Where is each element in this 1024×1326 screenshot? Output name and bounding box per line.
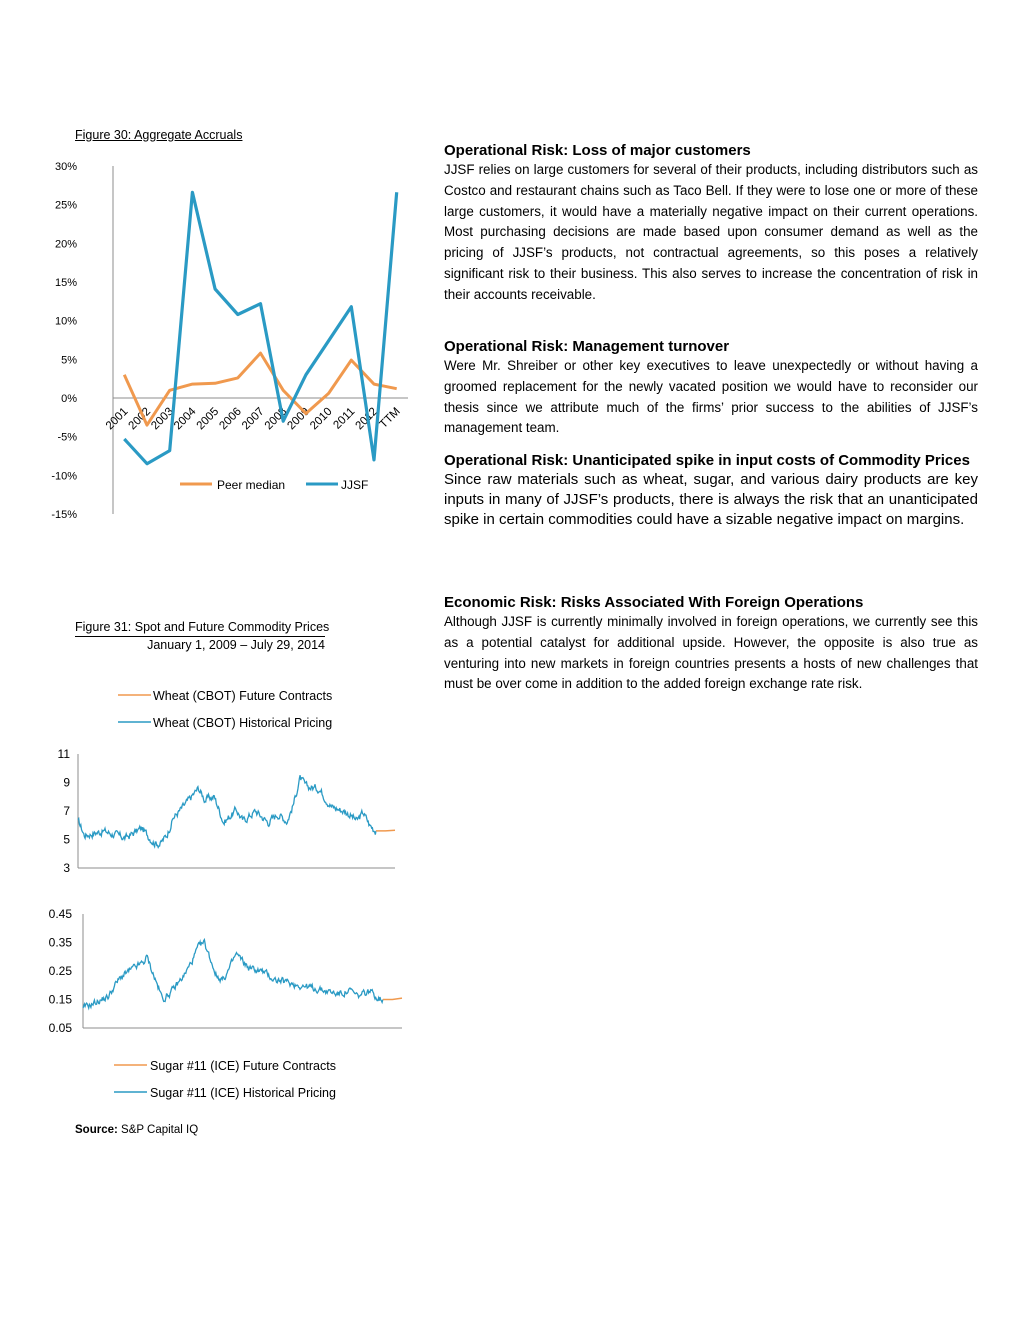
y-tick-label: 30% [54, 161, 77, 173]
x-tick-label: 2011 [331, 405, 358, 432]
sugar-historical-line [83, 940, 383, 1008]
wheat-y-tick-label: 9 [63, 775, 70, 790]
x-tick-label: 2012 [353, 405, 381, 433]
section-management-turnover [444, 338, 978, 439]
wheat-legend [118, 689, 332, 730]
legend-label-sugar-historical: Sugar #11 (ICE) Historical Pricing [150, 1086, 336, 1100]
wheat-y-tick-label: 3 [63, 861, 70, 875]
wheat-y-tick-label: 5 [63, 832, 70, 847]
wheat-future-line [376, 830, 395, 831]
legend-label-wheat-historical: Wheat (CBOT) Historical Pricing [153, 716, 333, 730]
x-tick-label: TTM [377, 405, 403, 431]
section-commodity-input-costs [444, 452, 978, 530]
section-title: Operational Risk: Unanticipated spike in input costs of Commodity Prices [444, 452, 970, 469]
section-title: Operational Risk: Loss of major customers [444, 142, 751, 159]
source-note [75, 1124, 198, 1136]
sugar-price-chart [40, 900, 420, 1110]
section-title: Operational Risk: Management turnover [444, 338, 730, 355]
section-loss-of-major-customers [444, 142, 978, 306]
section-body: Although JJSF is currently minimally involved in foreign operations, we currently see this as a potential catalyst for additional upside. However, the opposite is also true as venturing into new markets in foreign countries presents a hosts of new challenges that must be over come in addition to the added foreign exchange rate risk. [444, 614, 978, 692]
y-tick-label: -10% [51, 470, 77, 483]
figure-31-caption: Figure 31: Spot and Future Commodity Prices [75, 620, 330, 634]
section-body: Were Mr. Shreiber or other key executives to leave unexpectedly or without having a groomed replacement for the newly vacated position we would have to reconsider our thesis since we attribute much of the firms’ prior success to the abilities of JJSF’s management team. [444, 358, 978, 436]
legend-label-peer-median: Peer median [217, 478, 286, 492]
section-foreign-operations [444, 594, 978, 695]
legend [180, 478, 368, 492]
legend-label-wheat-future: Wheat (CBOT) Future Contracts [153, 689, 333, 703]
sugar-y-tick-label: 0.15 [48, 992, 72, 1007]
section-body: JJSF relies on large customers for several of their products, including distributors such as Costco and restaurant chains such as Taco Bell. If they were to lose one or more of these large customers, it would have a materially negative impact on their current operations. Most purchasing decisions are made based upon consumer demand as well as the pricing of JJSF’s products, not contractual agreements, so this poses a relatively significant risk to their business. This also serves to increase the concentration of risk in their accounts receivable. [444, 162, 978, 302]
figure-30-caption: Figure 30: Aggregate Accruals [75, 128, 243, 142]
x-tick-label: 2010 [308, 405, 335, 433]
y-tick-label: 0% [61, 393, 77, 405]
sugar-y-tick-label: 0.05 [48, 1021, 72, 1035]
sugar-y-tick-label: 0.45 [48, 907, 72, 921]
y-tick-label: -5% [57, 431, 77, 444]
x-tick-label: 2001 [103, 405, 131, 433]
source-label: Source: [75, 1124, 118, 1136]
wheat-price-chart [40, 680, 420, 880]
section-title: Economic Risk: Risks Associated With Foreign Operations [444, 594, 864, 611]
y-tick-label: -15% [51, 509, 77, 521]
x-tick-label: 2005 [194, 405, 222, 433]
y-tick-label: 10% [54, 315, 77, 328]
sugar-legend [114, 1059, 336, 1100]
wheat-y-tick-label: 7 [63, 804, 70, 818]
section-body: Since raw materials such as wheat, sugar, and various dairy products are key inputs in many of JJSF’s products, there is always the risk that an unanticipated spike in certain commodities could have a sizable negative impact on margins. [444, 471, 978, 528]
sugar-y-tick-label: 0.35 [48, 935, 72, 950]
x-tick-label: 2002 [126, 405, 154, 433]
x-tick-label: 2006 [217, 405, 244, 433]
figure-31-subcaption: January 1, 2009 – July 29, 2014 [75, 636, 325, 652]
x-tick-label: 2009 [285, 405, 313, 433]
x-tick-label: 2003 [149, 405, 176, 433]
y-tick-label: 20% [54, 238, 77, 251]
x-tick-label: 2004 [171, 405, 199, 433]
source-text: S&P Capital IQ [117, 1124, 199, 1136]
legend-label-sugar-future: Sugar #11 (ICE) Future Contracts [150, 1059, 336, 1073]
x-tick-label: 2008 [262, 405, 290, 433]
aggregate-accruals-chart [40, 150, 430, 530]
sugar-future-line [383, 998, 402, 999]
wheat-y-tick-label: 11 [57, 747, 70, 761]
y-tick-label: 15% [54, 277, 77, 289]
x-tick-label: 2007 [240, 405, 267, 433]
y-tick-label: 5% [61, 354, 77, 367]
y-tick-label: 25% [54, 199, 77, 212]
sugar-y-tick-label: 0.25 [48, 964, 72, 978]
wheat-historical-line [78, 775, 376, 847]
legend-label-jjsf: JJSF [341, 478, 369, 492]
